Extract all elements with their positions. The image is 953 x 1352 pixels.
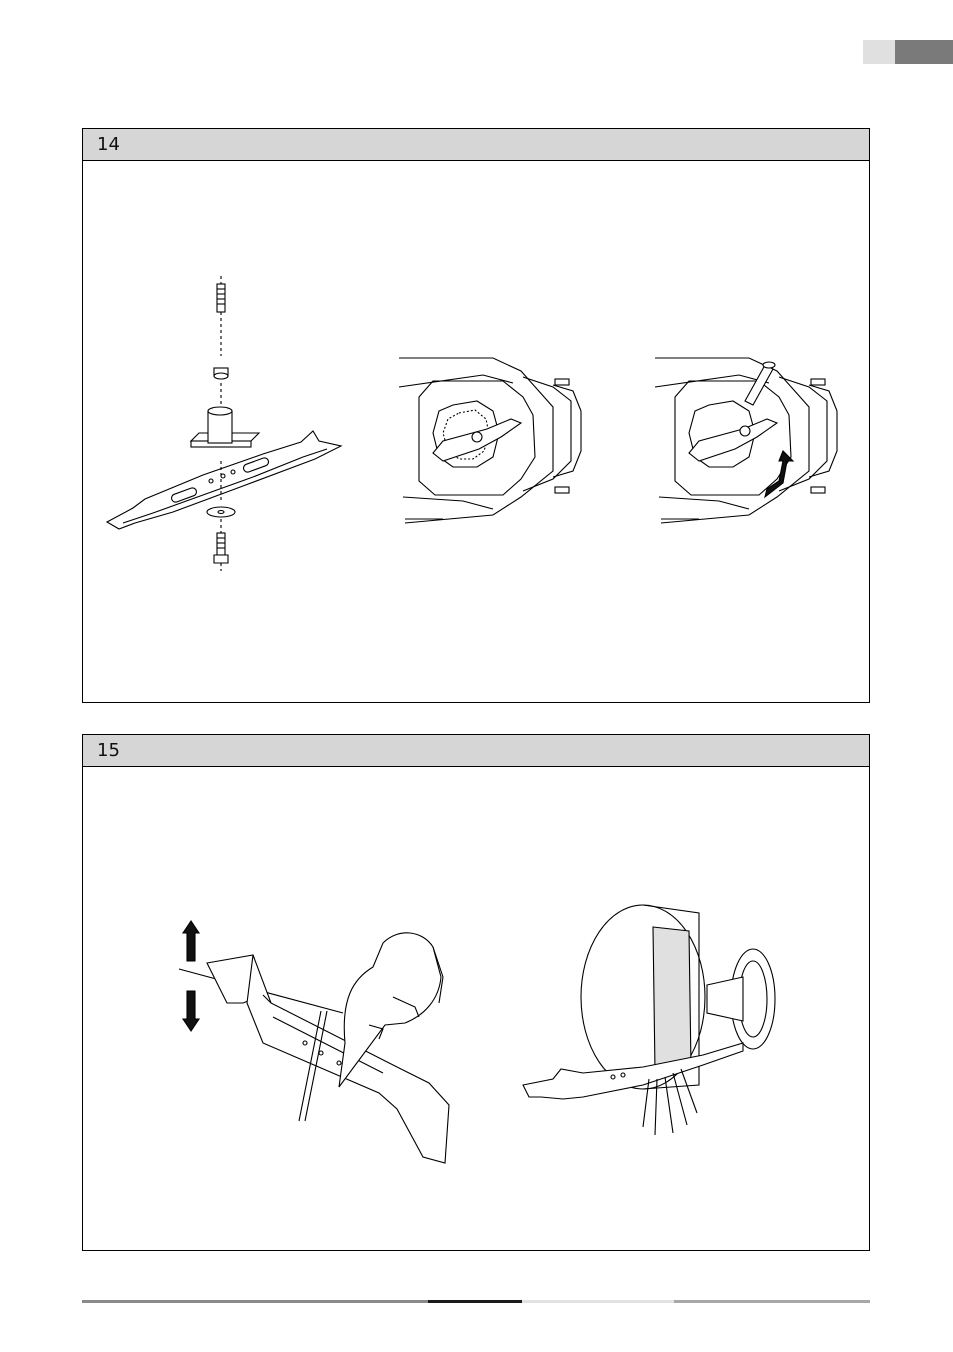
figure-number: 15 — [97, 740, 120, 761]
figure-14-panel — [82, 128, 870, 703]
figure-number: 14 — [97, 134, 120, 155]
footer-bar-light — [522, 1300, 674, 1303]
blade-assembly-exploded-illustration — [107, 276, 341, 571]
blade-sharpening-grinder-illustration — [523, 905, 775, 1135]
figure-15-header — [83, 735, 869, 767]
header-tab-dark — [895, 40, 953, 64]
figure-15-panel — [82, 734, 870, 1251]
blade-loosening-with-wrench-illustration — [655, 358, 837, 523]
figure-15-body — [83, 767, 869, 1250]
blade-balance-check-illustration — [179, 921, 449, 1163]
blade-under-deck-illustration — [399, 358, 581, 523]
figure-14-body — [83, 161, 869, 702]
footer-bar-gray — [82, 1300, 428, 1303]
header-tab-light — [863, 40, 895, 64]
footer-bar-black — [428, 1300, 522, 1303]
figure-14-illustrations — [83, 161, 869, 702]
figure-14-header — [83, 129, 869, 161]
footer-bar-mid — [674, 1300, 870, 1303]
figure-15-illustrations — [83, 767, 869, 1250]
